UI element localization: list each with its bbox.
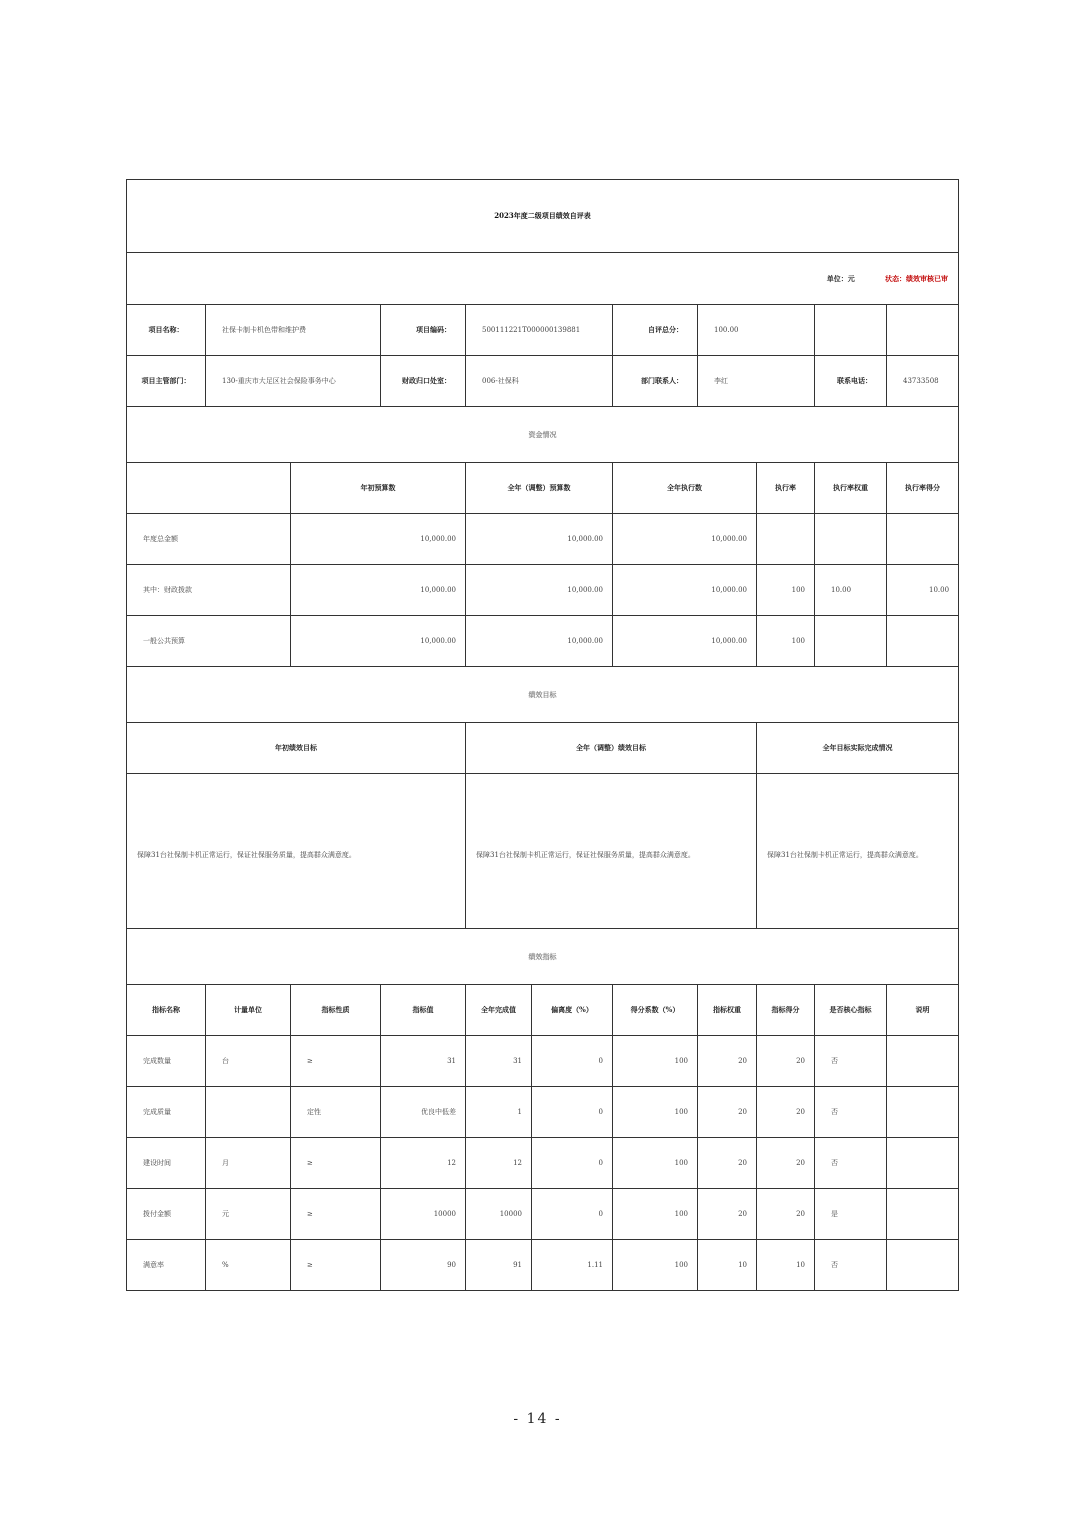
funds-row-name: 年度总金额 [127,514,291,565]
info-row-1 [127,305,959,356]
indicator-row [127,1036,959,1087]
indicator-name: 满意率 [127,1240,206,1291]
indicator-weight: 20 [698,1087,757,1138]
goals-text-row [127,774,959,929]
funds-row [127,565,959,616]
empty-cell [815,305,887,356]
indicator-name: 拨付金额 [127,1189,206,1240]
indicator-core: 是 [815,1189,887,1240]
goal-text-adjusted: 保障31台社保制卡机正常运行，保证社保服务质量，提高群众满意度。 [466,774,757,929]
funds-adjusted: 10,000.00 [466,514,613,565]
funds-header: 执行率得分 [887,463,959,514]
funds-row-name: 其中：财政拨款 [127,565,291,616]
finance-office: 006-社保科 [466,356,613,407]
indicator-actual: 1 [466,1087,532,1138]
indicator-coefficient: 100 [613,1189,698,1240]
indicator-target: 90 [381,1240,466,1291]
indicator-core: 否 [815,1036,887,1087]
funds-initial: 10,000.00 [291,514,466,565]
indicator-header: 得分系数（%） [613,985,698,1036]
info-row-2 [127,356,959,407]
indicator-target: 优良中低差 [381,1087,466,1138]
funds-score [887,616,959,667]
funds-executed: 10,000.00 [613,616,757,667]
goals-header: 全年目标实际完成情况 [757,723,959,774]
total-score: 100.00 [698,305,815,356]
indicator-header: 计量单位 [206,985,291,1036]
goals-header: 年初绩效目标 [127,723,466,774]
phone-label: 联系电话： [815,356,887,407]
project-code-label: 项目编码： [381,305,466,356]
indicator-row [127,1087,959,1138]
indicator-score: 20 [757,1138,815,1189]
indicator-nature: ≥ [291,1138,381,1189]
indicators-header-row [127,985,959,1036]
funds-row [127,514,959,565]
indicator-target: 12 [381,1138,466,1189]
funds-header: 全年执行数 [613,463,757,514]
indicator-score: 20 [757,1087,815,1138]
indicator-header: 是否核心指标 [815,985,887,1036]
indicator-header: 指标权重 [698,985,757,1036]
indicator-weight: 20 [698,1189,757,1240]
indicator-coefficient: 100 [613,1036,698,1087]
funds-executed: 10,000.00 [613,565,757,616]
funds-rate: 100 [757,616,815,667]
funds-row-name: 一般公共预算 [127,616,291,667]
indicator-weight: 20 [698,1036,757,1087]
funds-rate: 100 [757,565,815,616]
indicator-target: 10000 [381,1189,466,1240]
indicator-deviation: 1.11 [532,1240,613,1291]
indicator-unit: 台 [206,1036,291,1087]
indicator-weight: 20 [698,1138,757,1189]
project-name-label: 项目名称： [127,305,206,356]
indicator-coefficient: 100 [613,1240,698,1291]
evaluation-table [126,179,959,1291]
unit-status-row [127,253,959,305]
indicator-core: 否 [815,1240,887,1291]
funds-initial: 10,000.00 [291,616,466,667]
indicator-deviation: 0 [532,1036,613,1087]
form-title: 2023年度二级项目绩效自评表 [127,180,959,253]
goals-header: 全年（调整）绩效目标 [466,723,757,774]
indicator-coefficient: 100 [613,1138,698,1189]
dept: 130-重庆市大足区社会保险事务中心 [206,356,381,407]
funds-executed: 10,000.00 [613,514,757,565]
project-code: 500111221T000000139881 [466,305,613,356]
contact-label: 部门联系人： [613,356,698,407]
indicator-note [887,1240,959,1291]
evaluation-form [126,179,959,1291]
indicator-row [127,1189,959,1240]
indicator-header: 全年完成值 [466,985,532,1036]
indicator-name: 完成质量 [127,1087,206,1138]
indicator-weight: 10 [698,1240,757,1291]
indicator-header: 指标名称 [127,985,206,1036]
funds-adjusted: 10,000.00 [466,565,613,616]
goals-section-title: 绩效目标 [127,667,959,723]
indicator-deviation: 0 [532,1189,613,1240]
indicator-score: 20 [757,1189,815,1240]
indicator-core: 否 [815,1087,887,1138]
indicator-note [887,1138,959,1189]
finance-label: 财政归口处室： [381,356,466,407]
indicator-actual: 91 [466,1240,532,1291]
funds-row [127,616,959,667]
funds-header: 执行率 [757,463,815,514]
empty-cell [127,463,291,514]
funds-rate [757,514,815,565]
funds-weight [815,514,887,565]
indicator-note [887,1189,959,1240]
indicator-nature: 定性 [291,1087,381,1138]
indicator-header: 指标得分 [757,985,815,1036]
funds-adjusted: 10,000.00 [466,616,613,667]
indicator-unit: % [206,1240,291,1291]
funds-section-title: 资金情况 [127,407,959,463]
dept-label: 项目主管部门： [127,356,206,407]
funds-score: 10.00 [887,565,959,616]
indicator-header: 偏离度（%） [532,985,613,1036]
funds-weight: 10.00 [815,565,887,616]
indicator-actual: 10000 [466,1189,532,1240]
funds-score [887,514,959,565]
indicator-row [127,1240,959,1291]
indicators-section-title: 绩效指标 [127,929,959,985]
indicator-unit: 月 [206,1138,291,1189]
indicator-nature: ≥ [291,1189,381,1240]
page-number: - 14 - [513,1411,562,1427]
indicator-deviation: 0 [532,1138,613,1189]
funds-initial: 10,000.00 [291,565,466,616]
funds-header-row [127,463,959,514]
funds-header: 年初预算数 [291,463,466,514]
score-label: 自评总分： [613,305,698,356]
indicator-actual: 31 [466,1036,532,1087]
indicator-actual: 12 [466,1138,532,1189]
funds-header: 全年（调整）预算数 [466,463,613,514]
indicator-coefficient: 100 [613,1087,698,1138]
indicator-score: 10 [757,1240,815,1291]
goal-text-actual: 保障31台社保制卡机正常运行，提高群众满意度。 [757,774,959,929]
phone-number: 43733508 [887,356,959,407]
indicator-row [127,1138,959,1189]
funds-weight [815,616,887,667]
indicator-header: 说明 [887,985,959,1036]
indicator-note [887,1087,959,1138]
unit-label: 单位：元 [826,273,855,283]
indicator-unit: 元 [206,1189,291,1240]
goal-text-initial: 保障31台社保制卡机正常运行，保证社保服务质量，提高群众满意度。 [127,774,466,929]
contact-person: 李红 [698,356,815,407]
indicator-name: 完成数量 [127,1036,206,1087]
empty-cell [887,305,959,356]
indicator-nature: ≥ [291,1240,381,1291]
indicator-core: 否 [815,1138,887,1189]
status-label: 状态：绩效审核已审 [885,273,949,283]
indicator-deviation: 0 [532,1087,613,1138]
project-name: 社保卡制卡机色带和维护费 [206,305,381,356]
indicator-header: 指标值 [381,985,466,1036]
indicator-nature: ≥ [291,1036,381,1087]
indicator-header: 指标性质 [291,985,381,1036]
indicator-unit [206,1087,291,1138]
goals-header-row [127,723,959,774]
indicator-note [887,1036,959,1087]
indicator-score: 20 [757,1036,815,1087]
indicator-target: 31 [381,1036,466,1087]
funds-header: 执行率权重 [815,463,887,514]
indicator-name: 建设时间 [127,1138,206,1189]
